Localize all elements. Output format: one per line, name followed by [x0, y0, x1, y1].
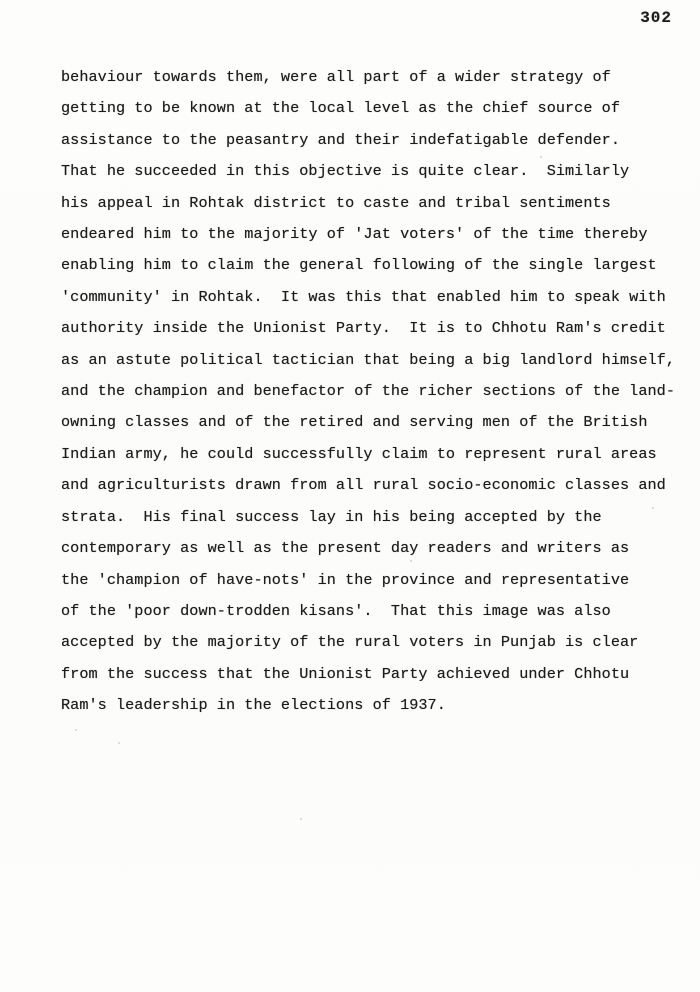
text-line: endeared him to the majority of 'Jat voters' of the time thereby — [61, 225, 648, 244]
page-number: 302 — [640, 9, 672, 27]
text-line: assistance to the peasantry and their indefatigable defender. — [61, 130, 621, 149]
scan-speck — [75, 729, 77, 731]
body-text — [61, 62, 681, 722]
text-line: contemporary as well as the present day readers and writers as — [61, 539, 630, 558]
text-line: getting to be known at the local level as the chief source of — [61, 99, 621, 118]
text-line: and agriculturists drawn from all rural socio-economic classes and — [61, 476, 666, 495]
text-line: from the success that the Unionist Party achieved under Chhotu — [61, 664, 630, 683]
scan-speck — [410, 560, 412, 562]
text-line: Indian army, he could successfully claim to represent rural areas — [61, 444, 657, 463]
text-line: enabling him to claim the general following of the single largest — [61, 256, 657, 275]
text-line: accepted by the majority of the rural voters in Punjab is clear — [61, 633, 639, 652]
text-line: the 'champion of have-nots' in the province and representative — [61, 570, 630, 589]
text-line: his appeal in Rohtak district to caste and tribal sentiments — [61, 193, 611, 212]
text-line: Ram's leadership in the elections of 1937. — [61, 696, 446, 715]
scan-speck — [540, 156, 542, 158]
text-line: 'community' in Rohtak. It was this that enabled him to speak with — [61, 287, 666, 306]
text-line: owning classes and of the retired and serving men of the British — [61, 413, 648, 432]
text-line: of the 'poor down-trodden kisans'. That this image was also — [61, 601, 611, 620]
text-line: strata. His final success lay in his being accepted by the — [61, 507, 602, 526]
text-line: as an astute political tactician that being a big landlord himself, — [61, 350, 675, 369]
scan-speck — [300, 818, 302, 820]
text-line: behaviour towards them, were all part of a wider strategy of — [61, 68, 611, 86]
text-line: authority inside the Unionist Party. It is to Chhotu Ram's credit — [61, 319, 666, 338]
scan-speck — [118, 742, 120, 744]
text-line: That he succeeded in this objective is quite clear. Similarly — [61, 162, 630, 181]
scan-speck — [652, 507, 654, 509]
text-line: and the champion and benefactor of the richer sections of the land- — [61, 382, 675, 401]
